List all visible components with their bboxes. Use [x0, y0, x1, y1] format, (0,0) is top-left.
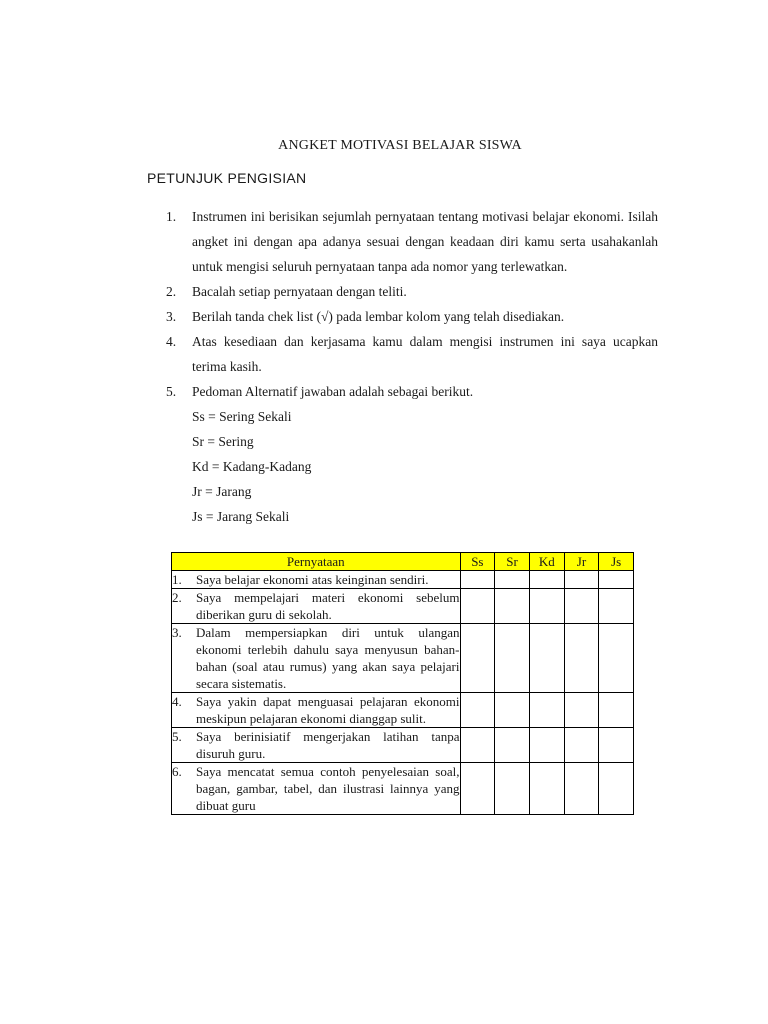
table-row: [172, 763, 634, 815]
table-row: [172, 728, 634, 763]
header-sr: Sr: [495, 553, 530, 571]
instruction-text: Instrumen ini berisikan sejumlah pernyataan tentang motivasi belajar ekonomi. Isilah angket ini dengan apa adanya sesuai dengan keadaan diri kamu serta usahakanlah untuk mengisi seluruh pernyataan tanpa ada nomor yang terlewatkan.: [192, 209, 658, 274]
statement-number: 1.: [172, 572, 182, 587]
statement-number: 2.: [172, 590, 182, 605]
section-heading: PETUNJUK PENGISIAN: [147, 170, 307, 186]
answer-cell-jr[interactable]: [564, 763, 599, 815]
instruction-text: Berilah tanda chek list (√) pada lembar kolom yang telah disediakan.: [192, 309, 565, 324]
statement-cell: [172, 624, 461, 693]
answer-cell-sr[interactable]: [495, 728, 530, 763]
answer-cell-js[interactable]: [599, 589, 634, 624]
instruction-item: [166, 304, 658, 329]
answer-cell-js[interactable]: [599, 571, 634, 589]
instruction-number: 3.: [166, 309, 177, 324]
answer-cell-kd[interactable]: [529, 693, 564, 728]
instruction-item: [166, 379, 658, 529]
answer-cell-sr[interactable]: [495, 763, 530, 815]
statement-cell: [172, 571, 461, 589]
instruction-item: [166, 204, 658, 279]
answer-cell-jr[interactable]: [564, 589, 599, 624]
answer-cell-jr[interactable]: [564, 571, 599, 589]
instruction-text: Bacalah setiap pernyataan dengan teliti.: [192, 284, 407, 299]
answer-cell-kd[interactable]: [529, 571, 564, 589]
header-pernyataan: Pernyataan: [172, 553, 461, 571]
table-row: [172, 589, 634, 624]
statement-text: Saya berinisiatif mengerjakan latihan tanpa disuruh guru.: [196, 729, 460, 761]
instruction-number: 5.: [166, 384, 177, 399]
answer-cell-js[interactable]: [599, 693, 634, 728]
header-jr: Jr: [564, 553, 599, 571]
answer-cell-kd[interactable]: [529, 763, 564, 815]
answer-cell-sr[interactable]: [495, 693, 530, 728]
statement-text: Saya yakin dapat menguasai pelajaran ekonomi meskipun pelajaran ekonomi dianggap sulit.: [196, 694, 460, 726]
legend-item: Jr = Jarang: [192, 484, 252, 499]
header-js: Js: [599, 553, 634, 571]
answer-cell-sr[interactable]: [495, 571, 530, 589]
statement-text: Saya mempelajari materi ekonomi sebelum diberikan guru di sekolah.: [196, 590, 460, 622]
answer-cell-sr[interactable]: [495, 624, 530, 693]
statement-cell: [172, 728, 461, 763]
instruction-text: Pedoman Alternatif jawaban adalah sebagai berikut.: [192, 384, 474, 399]
legend-item: Js = Jarang Sekali: [192, 509, 290, 524]
instruction-item: [166, 279, 658, 304]
survey-table: [171, 552, 634, 815]
instruction-text: Atas kesediaan dan kerjasama kamu dalam mengisi instrumen ini saya ucapkan terima kasih.: [192, 334, 658, 374]
table-row: [172, 693, 634, 728]
answer-legend: [192, 404, 658, 529]
answer-cell-js[interactable]: [599, 728, 634, 763]
answer-cell-js[interactable]: [599, 624, 634, 693]
answer-cell-kd[interactable]: [529, 624, 564, 693]
statement-text: Dalam mempersiapkan diri untuk ulangan ekonomi terlebih dahulu saya menyusun bahan-bahan (soal atau rumus) yang akan saya pelajari secara sistematis.: [196, 625, 460, 691]
answer-cell-js[interactable]: [599, 763, 634, 815]
answer-cell-kd[interactable]: [529, 728, 564, 763]
statement-cell: [172, 763, 461, 815]
statement-number: 5.: [172, 729, 182, 744]
answer-cell-kd[interactable]: [529, 589, 564, 624]
statement-text: Saya belajar ekonomi atas keinginan sendiri.: [196, 572, 429, 587]
document-title: ANGKET MOTIVASI BELAJAR SISWA: [278, 138, 522, 153]
answer-cell-jr[interactable]: [564, 624, 599, 693]
statement-number: 4.: [172, 694, 182, 709]
instruction-number: 4.: [166, 334, 177, 349]
statement-cell: [172, 693, 461, 728]
legend-item: Sr = Sering: [192, 434, 254, 449]
statement-cell: [172, 589, 461, 624]
statement-number: 3.: [172, 625, 182, 640]
answer-cell-ss[interactable]: [460, 693, 495, 728]
instruction-number: 2.: [166, 284, 177, 299]
header-ss: Ss: [460, 553, 495, 571]
header-kd: Kd: [529, 553, 564, 571]
answer-cell-ss[interactable]: [460, 571, 495, 589]
answer-cell-jr[interactable]: [564, 693, 599, 728]
table-row: [172, 571, 634, 589]
answer-cell-ss[interactable]: [460, 624, 495, 693]
answer-cell-ss[interactable]: [460, 728, 495, 763]
statement-number: 6.: [172, 764, 182, 779]
legend-item: Ss = Sering Sekali: [192, 409, 292, 424]
answer-cell-sr[interactable]: [495, 589, 530, 624]
instruction-number: 1.: [166, 209, 177, 224]
answer-cell-ss[interactable]: [460, 763, 495, 815]
table-row: [172, 624, 634, 693]
table-header-row: [172, 553, 634, 571]
instruction-item: [166, 329, 658, 379]
statement-text: Saya mencatat semua contoh penyelesaian soal, bagan, gambar, tabel, dan ilustrasi lainnya yang dibuat guru: [196, 764, 460, 813]
answer-cell-ss[interactable]: [460, 589, 495, 624]
legend-item: Kd = Kadang-Kadang: [192, 459, 312, 474]
answer-cell-jr[interactable]: [564, 728, 599, 763]
instruction-list: [166, 204, 658, 529]
